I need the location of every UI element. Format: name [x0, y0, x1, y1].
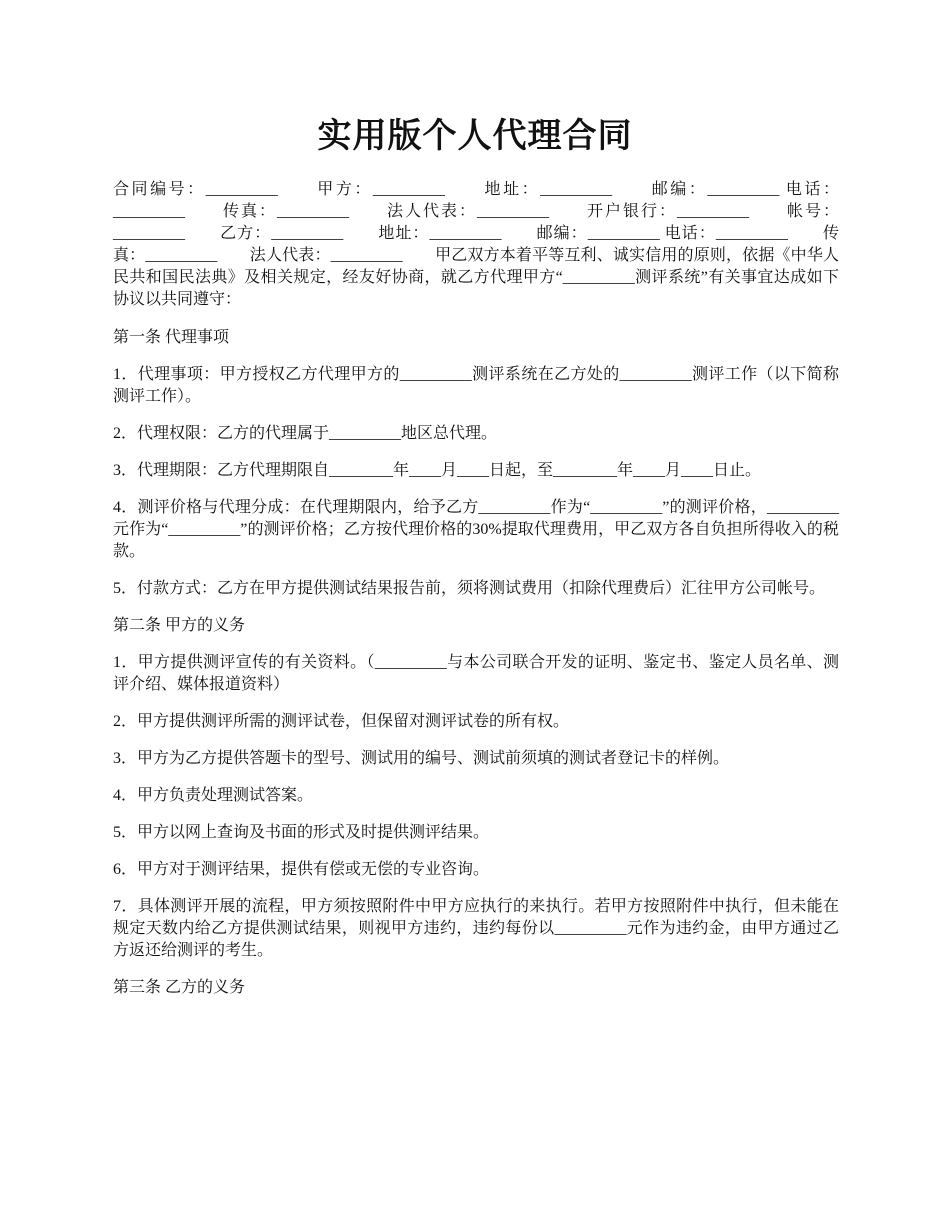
document-title: 实用版个人代理合同	[317, 116, 633, 156]
section-heading-agency-matters: 第一条 代理事项	[113, 329, 230, 346]
clause-2-5: 5．甲方以网上查询及书面的形式及时提供测评结果。	[113, 824, 490, 841]
clause-2-3: 3．甲方为乙方提供答题卡的型号、测试用的编号、测试前须填的测试者登记卡的样例。	[113, 750, 730, 767]
section-heading-party-a-obligations: 第二条 甲方的义务	[113, 617, 246, 634]
contract-header-block: 合同编号：_________ 甲方：_________ 地址：_________ 邮编：_________ 电话：_________ 传真：_________ 法人代表：_________ 开户银行：_________ 帐号：_________ 乙方：_________ 地址：_________ 邮编：_________ 电话：_________ 传真：_________ 法人代表：_________ 甲乙双方本着平等互利、诚实信用的原则，依据《中华人民共和国民法典》及相关规定，经友好协商，就乙方代理甲方“_________测评系统”有关事宜达成如下协议以共同遵守：	[113, 181, 839, 308]
clause-1-5: 5．付款方式：乙方在甲方提供测试结果报告前，须将测试费用（扣除代理费后）汇往甲方公司帐号。	[113, 580, 826, 597]
section-heading-party-b-obligations: 第三条 乙方的义务	[113, 979, 246, 996]
clause-1-4: 4．测评价格与代理分成：在代理期限内，给予乙方_________作为“_________”的测评价格，_________元作为“_________”的测评价格；乙方按代理价格的30%提取代理费用，甲乙双方各自负担所得收入的税款。	[113, 499, 839, 560]
clause-1-1: 1．代理事项：甲方授权乙方代理甲方的_________测评系统在乙方处的_________测评工作（以下简称测评工作）。	[113, 366, 839, 405]
clause-2-1: 1．甲方提供测评宣传的有关资料。（_________与本公司联合开发的证明、鉴定书、鉴定人员名单、测评介绍、媒体报道资料）	[113, 654, 839, 693]
clause-2-6: 6．甲方对于测评结果，提供有偿或无偿的专业咨询。	[113, 861, 490, 878]
clause-2-7: 7．具体测评开展的流程，甲方须按照附件中甲方应执行的来执行。若甲方按照附件中执行，但未能在规定天数内给乙方提供测试结果，则视甲方违约，违约每份以_________元作为违约金，由甲方通过乙方返还给测评的考生。	[113, 898, 839, 959]
clause-2-2: 2．甲方提供测评所需的测评试卷，但保留对测评试卷的所有权。	[113, 713, 570, 730]
clause-1-2: 2．代理权限：乙方的代理属于_________地区总代理。	[113, 425, 498, 442]
clause-2-4: 4．甲方负责处理测试答案。	[113, 787, 314, 804]
clause-1-3: 3．代理期限：乙方代理期限自________年____月____日起，至________年____月____日止。	[113, 462, 762, 479]
document-body	[113, 179, 839, 1014]
